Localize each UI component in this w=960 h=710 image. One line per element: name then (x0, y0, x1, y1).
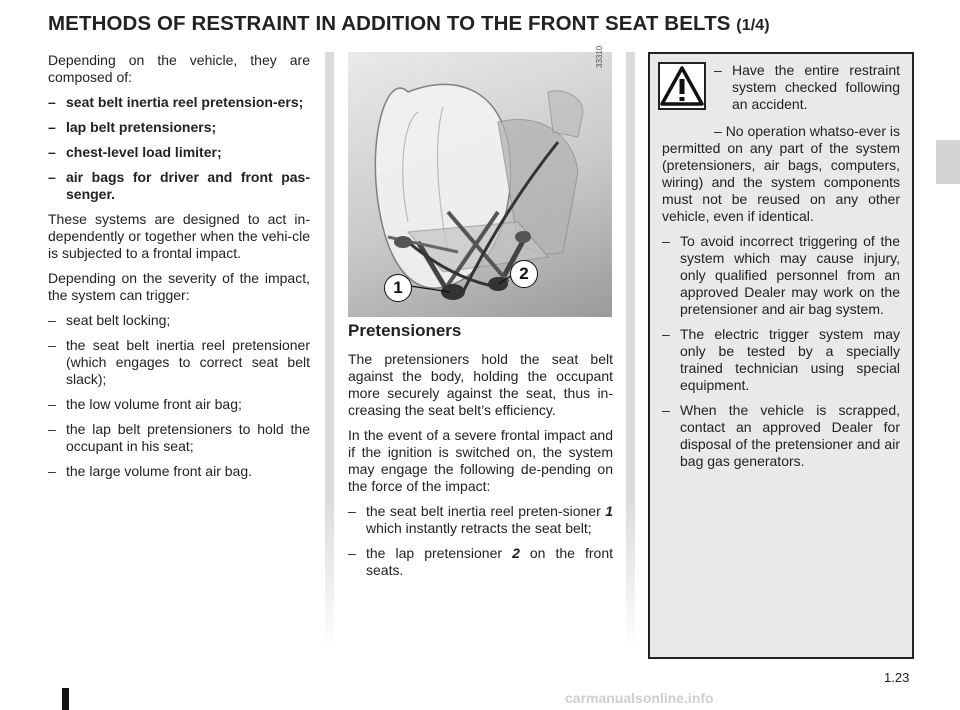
left-column (48, 52, 310, 488)
warning-item: – Have the entire restraint system checked following an accident. (714, 62, 900, 112)
figure-code: 33310 (595, 45, 604, 68)
warning-text (662, 62, 900, 478)
pretensioner-paragraph: The pretensioners hold the seat belt against the body, holding the occupant more securely against the seat, thus in-creasing the seat belt’s efficiency. (348, 351, 613, 418)
pretensioner-item: – the lap pretensioner 2 on the front seats. (348, 545, 613, 578)
trigger-item: – the large volume front air bag. (48, 463, 252, 479)
chapter-tab (936, 140, 960, 184)
trigger-item: – the lap belt pretensioners to hold the occupant in his seat; (48, 421, 310, 454)
trigger-item: – seat belt locking; (48, 312, 171, 328)
watermark: carmanualsonline.info (565, 690, 714, 706)
severity-paragraph: Depending on the severity of the impact, the system can trigger: (48, 270, 310, 303)
title-part: (1/4) (736, 17, 770, 34)
section-heading: Pretensioners (348, 321, 462, 340)
system-item: – lap belt pretensioners; (48, 119, 217, 135)
trigger-item: – the seat belt inertia reel pretensioner (which engages to correct seat belt slack); (48, 337, 310, 387)
warning-item: – When the vehicle is scrapped, contact an approved Dealer for disposal of the pretensioner and air bag gas generators. (662, 402, 900, 469)
system-item: – air bags for driver and front pas-senger. (48, 169, 310, 202)
trigger-item: – the low volume front air bag; (48, 396, 242, 412)
middle-column (348, 322, 613, 587)
column-divider (325, 52, 334, 652)
system-item: – seat belt inertia reel pretension-ers; (48, 94, 304, 110)
impact-paragraph: In the event of a severe frontal impact and if the ignition is switched on, the system may engage the following de-pending on the force of the impact: (348, 427, 613, 494)
page-title (48, 12, 770, 36)
warning-item: – No operation whatso-ever is permitted on any part of the system (pretensioners, air bags, computers, wiring) and the system components must not be reused on any other vehicle, even if identical. (662, 123, 900, 224)
page-number: 1.23 (884, 670, 910, 685)
intro-text: Depending on the vehicle, they are composed of: (48, 52, 310, 85)
systems-paragraph: These systems are designed to act in-dependently or together when the vehi-cle is subjected to a frontal impact. (48, 211, 310, 261)
system-item: – chest-level load limiter; (48, 144, 222, 160)
title-main: METHODS OF RESTRAINT IN ADDITION TO THE FRONT SEAT BELTS (48, 12, 731, 35)
pretensioner-illustration (348, 52, 612, 317)
warning-item: – To avoid incorrect triggering of the system which may cause injury, only qualified personnel from an approved Dealer may work on the pretensioner and air bag system. (662, 233, 900, 317)
column-divider (626, 52, 635, 652)
margin-mark (62, 688, 69, 710)
callout-2: 2 (510, 260, 538, 288)
pretensioner-item: – the seat belt inertia reel preten-sioner 1 which instantly retracts the seat belt; (348, 503, 613, 536)
callout-1: 1 (384, 274, 412, 302)
warning-item: – The electric trigger system may only be tested by a specially trained technician using special equipment. (662, 326, 900, 393)
